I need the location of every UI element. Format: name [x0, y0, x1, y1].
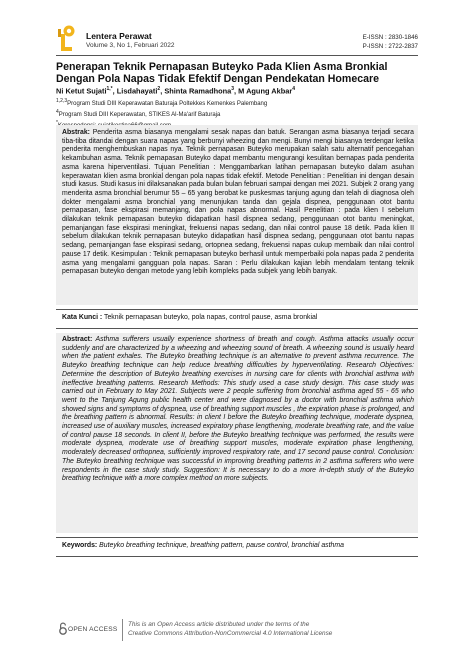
journal-name: Lentera Perawat: [86, 31, 152, 41]
abstract-id: [62, 129, 414, 277]
author-name: Ni Ketut Sujati: [56, 86, 107, 96]
license-text: [128, 621, 332, 638]
keywords-id-text: Teknik pernapasan buteyko, pola napas, control pause, asma bronkial: [104, 314, 318, 321]
affiliation-text: Program Studi DIII Keperawatan Baturaja Poltekkes Kemenkes Palembang: [67, 101, 268, 107]
journal-logo: [56, 25, 78, 53]
author-sup: 2: [157, 86, 161, 92]
author-sup: 3: [231, 86, 235, 92]
abstract-en-heading: Abstract:: [62, 336, 93, 343]
open-access-label: OPEN ACCESS: [68, 626, 118, 633]
eissn: E-ISSN : 2830-1846: [362, 34, 418, 41]
abstract-en-body: Asthma sufferers usually experience shortness of breath and cough. Asthma attacks usually occur suddenly and are characterized by a wheezing and wheezing sound of breath. A wheezing sound is usually heard when the patient exhales. The Buteyko breathing technique is an alternative to prevent asthma recurrence. The Buteyko breathing technique can help reduce breathing difficulties by hyperventilating. Research Objectives: Determine the description of Buteyko breathing exercises in nursing care for clients with bronchial asthma with ineffective breathing patterns. Research Methods: This study used a case study design. This case study was carried out in February to May 2021. Subjects were 2 people suffering from bronchial asthma aged 55 - 65 who went to the Tanjung Agung public health center and were diagnosed by a doctor with bronchial asthma which showed signs and symptoms of dyspnea, use of breathing support muscles , the expiration phase is prolonged, and the breathing pattern is abnormal. Results: in client I before the Buteyko breathing technique, moderate dyspnea, increased use of auxiliary muscles, increased expiratory phase lengthening, moderate breathing rate, and the value of control pause 18 seconds. In client II, before the Buteyko breathing technique was performed, the results were moderate dyspnea, moderate use of breathing support muscles, moderate expiration phase lengthening, moderately decreased orthopnea, sufficiently improved respiratory rate, and 17 second pause control. Conclusion: The Buteyko breathing technique was successful in improving breathing patterns in 2 asthma sufferers who were respondents in the case study study. Suggestion: It is necessary to do a more in-depth study of the Buteyko breathing technique with a more complex method on more subjects.: [62, 336, 415, 483]
license-line-2: Creative Commons Attribution-NonCommercial 4.0 International License: [128, 629, 333, 637]
keywords-id-heading: Kata Kunci :: [62, 314, 103, 321]
divider-3: [56, 537, 418, 538]
affiliation-sup: 4: [56, 109, 59, 116]
keywords-id: [62, 314, 414, 321]
affiliation-line: [56, 108, 267, 119]
affiliation-sup: *: [56, 120, 58, 127]
author-name: Shinta Ramadhona: [164, 86, 232, 96]
affiliation-text: Program Studi DIII Keperawatan, STIKES Al-Ma'arif Baturaja: [58, 112, 221, 119]
keywords-en: [62, 542, 414, 549]
pissn: P-ISSN : 2722-2837: [362, 43, 418, 50]
affiliation-line: [56, 97, 267, 108]
divider-4: [56, 556, 418, 557]
abstract-en: [62, 336, 414, 484]
author-list: Ni Ketut Sujati$^{1,*}$, Lisdahayati$^2$, Shinta Ramadhona$^3$, M Agung Akbar$^4$: [56, 86, 295, 96]
journal-volume: Volume 3, No 1, Februari 2022: [86, 42, 175, 49]
header-divider: [56, 55, 418, 56]
divider-2: [56, 328, 418, 329]
license-line-1: This is an Open Access article distributed under the terms of the: [128, 621, 310, 628]
author-name: M Agung Akbar: [238, 86, 293, 96]
issn-block: [363, 33, 418, 51]
footer-divider: [122, 619, 123, 641]
divider-1: [56, 309, 418, 310]
abstract-id-heading: Abstrak:: [62, 129, 90, 136]
article-title: Penerapan Teknik Pernapasan Buteyko Pada Klien Asma Bronkial Dengan Pola Napas Tidak Efektif Dengan Pendekatan Homecare: [56, 61, 388, 86]
author-name: Lisdahayati: [116, 86, 158, 96]
abstract-id-body: Penderita asma biasanya mengalami sesak napas dan batuk. Serangan asma biasanya terjadi secara tiba-tiba ditandai dengan suara napas yang berbunyi wheezing dan mengi. Bunyi mengi biasanya terdengar ketika penderita menghembuskan napas nya. Teknik pernapasan Buteyko merupakan salah satu alternatif pencegahan kekambuhan asma. Teknik pernapasan Buteyko dapat membantu mengurangi kesulitan bernapas pada penderita asma karena hiperventilasi. Tujuan Penelitian : Menggambarkan latihan pernapasan buteyko dalam asuhan keperawatan klien asma bronkial dengan pola napas tidak efektif. Metode Penelitian : Penelitian ini dengan desain studi kasus. Studi kasus ini dilaksanakan pada bulan bulan februari sampai dengan mei 2021. Subjek 2 orang yang menderita asma bronchial berumur 55 – 65 yang berobat ke puskesmas tanjung agung dan telah di diagnosa oleh dokter mengalami asma bronchial yang menunjukan tanda dan gejala dispnea, penggunaan otot bantu pernapasan, fase ekspirasi memanjang, dan pola napas abnormal. Hasil Penelitian : pada klien I sebelum dilakukan teknik pernapasan buteyko didapatkan hasil dispnea sedang, penggunaan otot bantu meningkat, pemanjangan fase ekspirasi meningkat, frekuensi napas sedang, dan nilai control pause 18 detik. Pada klien II sebelum dilakukan teknik pernapasan buteyko didapatkan hasil dispnea sedang, penggunaan otot bantu napas sedang, pemanjangan fase ekspirasi sedang, ortopnea sedang, frekuensi napas cukup membaik dan nilai control pause 17 detik. Kesimpulan : Teknik pernapasan buteyko berhasil untuk memperbaiki pola napas pada 2 penderita asma yang mengalami gangguan pola napas. Saran : Perlu dilakukan kajian lebih mendalam tentang teknik pernapasan buteyko dengan metode yang lebih kompleks pada subjek yang lebih banyak.: [62, 129, 414, 276]
keywords-en-text: Buteyko breathing technique, breathing pattern, pause control, bronchial asthma: [99, 542, 344, 549]
author-sup: 1,*: [106, 86, 113, 92]
affiliation-sup: 1,2,3: [56, 98, 68, 104]
author-sup: 4: [292, 86, 295, 92]
keywords-en-heading: Keywords:: [62, 542, 98, 549]
